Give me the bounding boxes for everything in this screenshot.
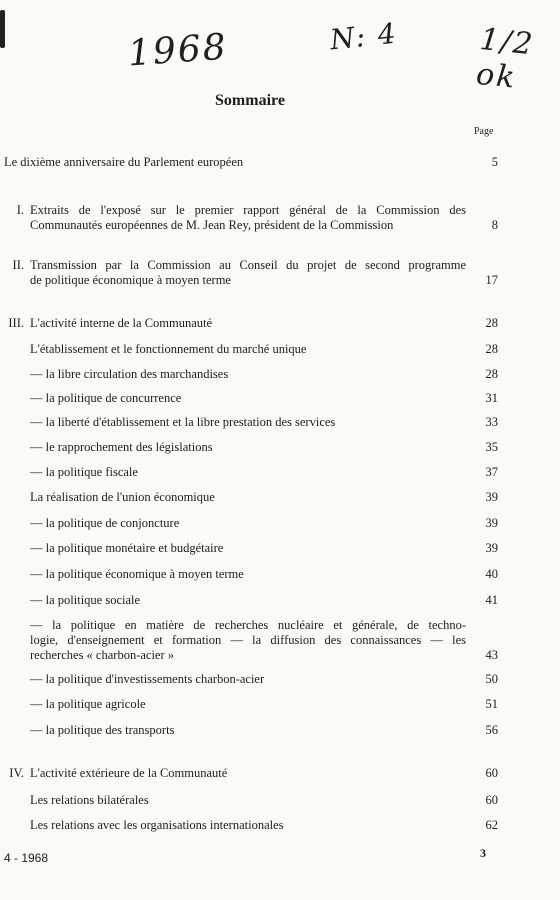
toc-entry-text: Transmission par la Commission au Conseil du projet de second programme [30,258,466,272]
toc-entry-page: 39 [485,516,498,530]
toc-entry-text: — la politique économique à moyen terme [30,567,244,581]
toc-entry-text: L'activité interne de la Communauté [30,316,213,330]
toc-entry-page: 17 [485,273,498,287]
toc-entry-number: IV. [9,766,24,780]
toc-entry-page: 28 [485,342,498,356]
toc-entry-page: 35 [485,440,498,454]
toc-entry-text: — la politique fiscale [30,465,138,479]
toc-entry-text: L'établissement et le fonctionnement du marché unique [30,342,307,356]
toc-entry-text: Communautés européennes de M. Jean Rey, président de la Commission [30,218,394,232]
toc-entry-page: 41 [485,593,498,607]
toc-entry-page: 31 [485,391,498,405]
toc-entry-text: Le dixième anniversaire du Parlement européen [4,155,244,169]
toc-entry-number: I. [16,203,24,217]
toc-entry-text: — la libre circulation des marchandises [30,367,229,381]
toc-entry-page: 60 [485,793,498,807]
toc-entry-text: — la liberté d'établissement et la libre prestation des services [30,415,336,429]
toc-entry-page: 5 [491,155,498,169]
toc-entry-text: — la politique en matière de recherches nucléaire et générale, de techno- [30,618,466,632]
toc-entry-text: — la politique agricole [30,697,146,711]
toc-entry-page: 62 [485,818,498,832]
toc-entry-text: — la politique d'investissements charbon-acier [30,672,265,686]
toc-entry-text: — la politique sociale [30,593,141,607]
toc-entry-page: 28 [485,316,498,330]
toc-entry-page: 56 [485,723,498,737]
toc-entry-text: recherches « charbon-acier » [30,648,175,662]
toc-entry-page: 28 [485,367,498,381]
page-column-header: Page [474,126,494,137]
toc-entry-text: — la politique monétaire et budgétaire [30,541,224,555]
toc-entry-page: 50 [485,672,498,686]
toc-entry-text: — la politique de conjoncture [30,516,180,530]
toc-entry-text: — le rapprochement des législations [30,440,213,454]
toc-entry-text: logie, d'enseignement et formation — la diffusion des connaissances — les [30,633,466,647]
toc-entry-page: 37 [485,465,498,479]
toc-entry-text: Les relations avec les organisations internationales [30,818,284,832]
toc-entry-page: 39 [485,490,498,504]
toc-entry-number: III. [8,316,24,330]
handwritten-issue-number: N: 4 [328,16,400,57]
toc-entry-text: La réalisation de l'union économique [30,490,215,504]
toc-entry-page: 8 [491,218,498,232]
toc-entry-text: Extraits de l'exposé sur le premier rapport général de la Commission des [30,203,466,217]
footer-issue: 4 - 1968 [4,851,49,865]
toc-entry-text: — la politique des transports [30,723,175,737]
toc-entry-text: L'activité extérieure de la Communauté [30,766,228,780]
toc-entry-page: 40 [485,567,498,581]
toc-entry-text: — la politique de concurrence [30,391,182,405]
handwritten-year: 1968 [126,26,229,75]
toc-entry-page: 51 [485,697,498,711]
toc-entry-text: Les relations bilatérales [30,793,149,807]
toc-entry-page: 33 [485,415,498,429]
footer-page-number: 3 [480,846,486,860]
toc-entry-page: 43 [485,648,498,662]
toc-entry-text: de politique économique à moyen terme [30,273,231,287]
handwritten-mark: 1/2 ok [474,21,536,96]
toc-entry-number: II. [12,258,24,272]
toc-entry-page: 39 [485,541,498,555]
binding-edge-mark [0,10,5,48]
page-title: Sommaire [215,92,285,109]
toc-entry-page: 60 [485,766,498,780]
